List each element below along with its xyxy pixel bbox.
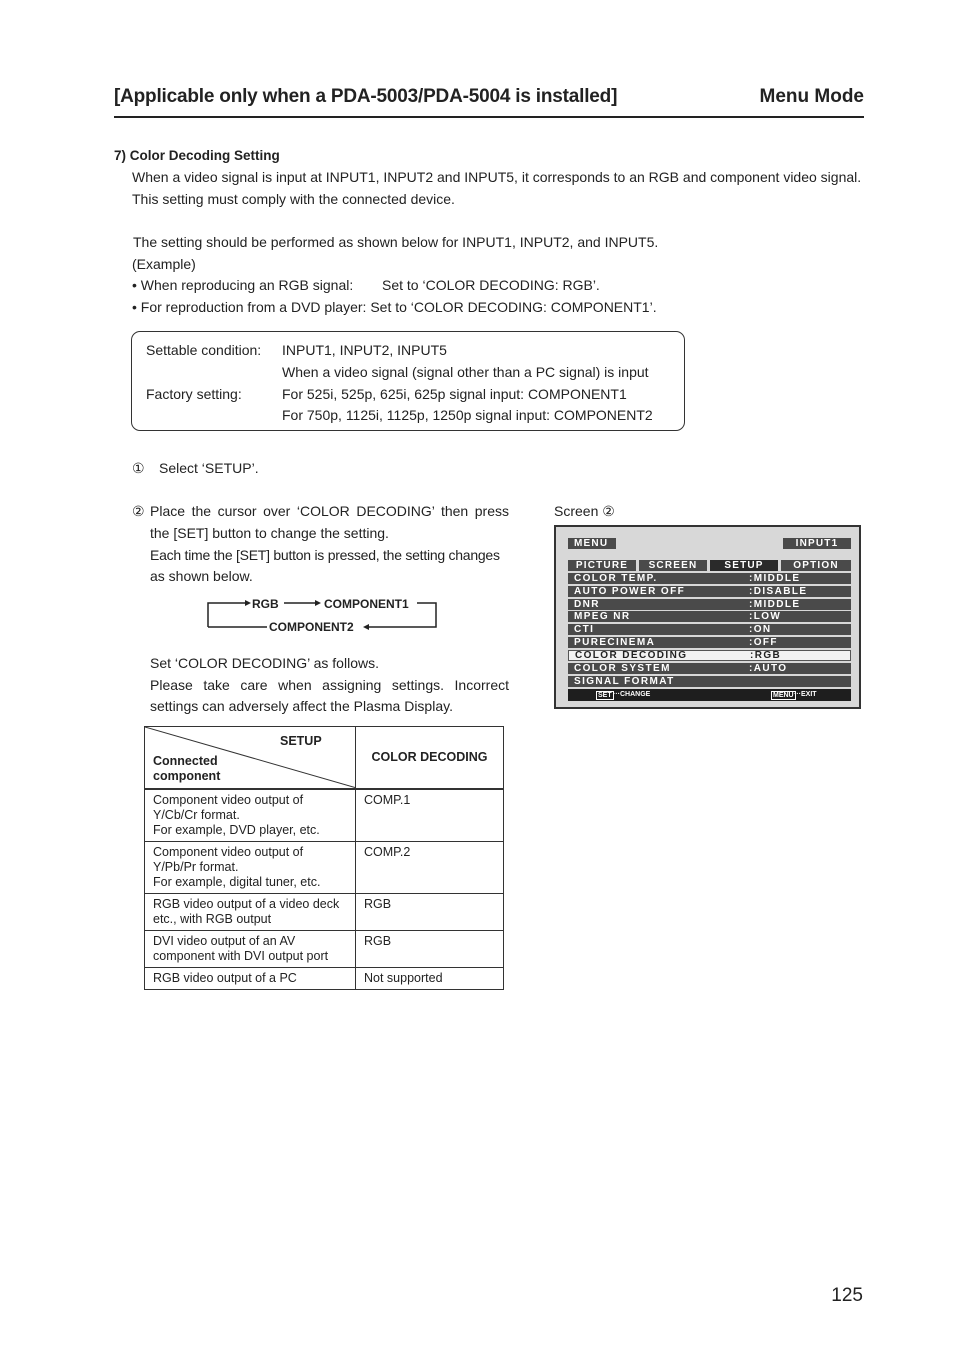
row-source: Component video output of Y/Pb/Pr format. For example, digital tuner, etc. xyxy=(145,841,356,893)
row-value: COMP.2 xyxy=(356,841,504,893)
osd-row-key: PURECINEMA xyxy=(574,637,656,648)
step2-number: ② xyxy=(132,503,145,519)
header-setup: SETUP xyxy=(280,734,322,748)
osd-row-key: DNR xyxy=(574,599,600,610)
screen-caption: Screen ② xyxy=(554,503,615,519)
osd-row-cti[interactable] xyxy=(568,624,851,635)
osd-row-color-temp[interactable] xyxy=(568,573,851,584)
row-source: Component video output of Y/Cb/Cr format. For example, DVD player, etc. xyxy=(145,789,356,842)
osd-row-auto-power-off[interactable] xyxy=(568,586,851,597)
row-source: RGB video output of a video deck etc., with RGB output xyxy=(145,893,356,930)
header-connected: Connected xyxy=(153,754,218,768)
row-value: COMP.1 xyxy=(356,789,504,842)
table-header-row xyxy=(145,727,504,789)
osd-row-value: :DISABLE xyxy=(749,586,808,597)
osd-footer xyxy=(568,689,851,701)
step1-text: Select ‘SETUP’. xyxy=(159,460,259,476)
osd-row-key: COLOR DECODING xyxy=(575,650,688,661)
step2-line-4: as shown below. xyxy=(150,568,253,584)
page-number: 125 xyxy=(831,1285,863,1306)
factory-line-2: For 525i, 525p, 625i, 625p signal input: COMPONENT1 xyxy=(282,386,627,402)
osd-menu-label: MENU xyxy=(568,538,616,549)
osd-row-value: :MIDDLE xyxy=(749,599,801,610)
settable-value: INPUT1, INPUT2, INPUT5 xyxy=(282,342,447,358)
step1-number: ① xyxy=(132,460,145,476)
row-source: RGB video output of a PC xyxy=(145,967,356,989)
row-value: RGB xyxy=(356,893,504,930)
table-header-diagonal-cell xyxy=(145,727,356,789)
intro-line-1: When a video signal is input at INPUT1, INPUT2 and INPUT5, it corresponds to an RGB and component video signal. xyxy=(132,169,862,185)
osd-row-color-decoding[interactable] xyxy=(568,650,851,661)
perform-line: The setting should be performed as shown below for INPUT1, INPUT2, and INPUT5. xyxy=(133,234,659,250)
step2-line-2: the [SET] button to change the setting. xyxy=(150,525,389,541)
table-row xyxy=(145,893,504,930)
color-decoding-table xyxy=(144,726,504,990)
flow-rgb-label: RGB xyxy=(252,597,279,611)
header-color-decoding: COLOR DECODING xyxy=(356,727,504,789)
osd-change-hint: ···CHANGE xyxy=(613,691,651,698)
osd-tab-screen[interactable]: SCREEN xyxy=(639,560,707,571)
row-value: Not supported xyxy=(356,967,504,989)
osd-row-value: :ON xyxy=(749,624,772,635)
osd-tab-setup[interactable]: SETUP xyxy=(710,560,778,571)
flow-arrow-to-rgb xyxy=(245,600,251,606)
table-row xyxy=(145,967,504,989)
osd-row-key: CTI xyxy=(574,624,595,635)
osd-input-label: INPUT1 xyxy=(783,538,851,549)
osd-row-key: COLOR SYSTEM xyxy=(574,663,671,674)
flow-component2-label: COMPONENT2 xyxy=(269,620,354,634)
osd-row-value: :MIDDLE xyxy=(749,573,801,584)
follow-line-2: Please take care when assigning settings. Incorrect xyxy=(150,677,509,693)
table-row xyxy=(145,841,504,893)
example-label: (Example) xyxy=(132,256,196,272)
bullet-dvd: • For reproduction from a DVD player: Set to ‘COLOR DECODING: COMPONENT1’. xyxy=(132,299,657,315)
osd-tab-option[interactable]: OPTION xyxy=(781,560,851,571)
bullet-rgb-value: Set to ‘COLOR DECODING: RGB’. xyxy=(382,277,600,293)
settable-label: Settable condition: xyxy=(146,342,262,358)
flow-arrow-to-component1 xyxy=(315,600,321,606)
osd-row-value: :RGB xyxy=(750,650,782,661)
flow-component1-label: COMPONENT1 xyxy=(324,597,409,611)
osd-tab-picture[interactable]: PICTURE xyxy=(568,560,636,571)
header-rule xyxy=(114,116,864,118)
page-header-title: [Applicable only when a PDA-5003/PDA-5004 is installed] xyxy=(114,86,618,107)
table-row xyxy=(145,789,504,842)
osd-row-value: :OFF xyxy=(749,637,778,648)
osd-row-dnr[interactable] xyxy=(568,599,851,610)
row-value: RGB xyxy=(356,930,504,967)
osd-row-key: SIGNAL FORMAT xyxy=(574,676,675,687)
osd-row-key: COLOR TEMP. xyxy=(574,573,658,584)
row-source: DVI video output of an AV component with DVI output port xyxy=(145,930,356,967)
osd-row-mpeg-nr[interactable] xyxy=(568,611,851,622)
page-header-section: Menu Mode xyxy=(759,86,864,107)
flow-line-left xyxy=(208,603,245,627)
section-heading: 7) Color Decoding Setting xyxy=(114,148,280,163)
osd-row-color-system[interactable] xyxy=(568,663,851,674)
osd-menu-key: MENU xyxy=(773,692,794,699)
table-row xyxy=(145,930,504,967)
osd-row-key: AUTO POWER OFF xyxy=(574,586,686,597)
osd-exit-hint: ···EXIT xyxy=(794,691,817,698)
factory-label: Factory setting: xyxy=(146,386,242,402)
osd-screen xyxy=(554,525,861,709)
osd-row-value: :AUTO xyxy=(749,663,788,674)
osd-row-signal-format[interactable] xyxy=(568,676,851,687)
osd-row-purecinema[interactable] xyxy=(568,637,851,648)
intro-line-2: This setting must comply with the connected device. xyxy=(132,191,455,207)
step2-line-1: Place the cursor over ‘COLOR DECODING’ then press xyxy=(150,503,509,519)
factory-line-3: For 750p, 1125i, 1125p, 1250p signal input: COMPONENT2 xyxy=(282,407,653,423)
step2-line-3: Each time the [SET] button is pressed, the setting changes xyxy=(150,547,500,563)
osd-row-key: MPEG NR xyxy=(574,611,631,622)
follow-line-1: Set ‘COLOR DECODING’ as follows. xyxy=(150,655,379,671)
flow-arrow-to-component2 xyxy=(363,624,369,630)
osd-row-value: :LOW xyxy=(749,611,782,622)
bullet-rgb-label: • When reproducing an RGB signal: xyxy=(132,277,354,293)
follow-line-3: settings can adversely affect the Plasma Display. xyxy=(150,698,453,714)
osd-set-key: SET xyxy=(598,692,612,699)
header-component: component xyxy=(153,769,221,783)
factory-line-1: When a video signal (signal other than a PC signal) is input xyxy=(282,364,649,380)
